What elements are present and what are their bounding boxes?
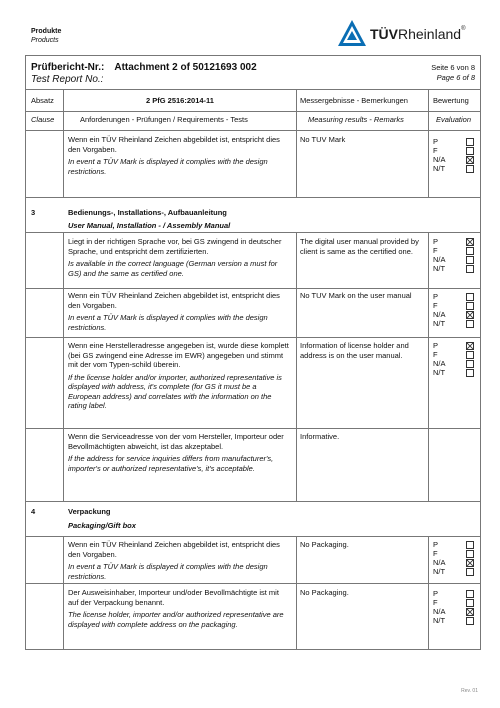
empty-box-icon: [466, 599, 474, 607]
remark-text: The digital user manual provided by client is same as the certified one.: [300, 237, 419, 256]
evaluation-option: [433, 616, 477, 625]
evaluation-header-en: Evaluation: [436, 115, 472, 124]
evaluation-checkboxes: [433, 137, 477, 173]
evaluation-option: [433, 164, 477, 173]
evaluation-option: [433, 567, 477, 576]
revision-label: Rev. 01: [461, 688, 478, 694]
evaluation-option: [433, 137, 477, 146]
requirement-text: Wenn die Serviceadresse von der vom Hersteller, Importeur oder Bevollmächtigten abweicht, ist das akzeptabel. If the address for service inquiries differs from manufacturer's, importer's or authorized representative's, it's acceptable.: [68, 432, 284, 473]
empty-box-icon: [466, 351, 474, 359]
divider: [25, 288, 481, 289]
evaluation-label: F: [433, 598, 438, 607]
evaluation-label: N/T: [433, 567, 446, 576]
checked-box-icon: [466, 559, 474, 567]
section-number: 3: [31, 208, 36, 217]
empty-box-icon: [466, 360, 474, 368]
evaluation-option: [433, 237, 477, 246]
evaluation-label: P: [433, 292, 439, 301]
page-number-block: [431, 63, 475, 83]
evaluation-label: N/T: [433, 319, 446, 328]
divider: [25, 536, 481, 537]
evaluation-label: F: [433, 549, 438, 558]
requirement-text: Wenn ein TÜV Rheinland Zeichen abgebildet ist, entspricht dies den Vorgaben. In event a TÜV Mark is displayed it complies with the design restrictions.: [68, 291, 280, 332]
divider: [25, 583, 481, 584]
evaluation-option: [433, 549, 477, 558]
evaluation-option: [433, 292, 477, 301]
evaluation-label: N/A: [433, 607, 446, 616]
remark-text: No Packaging.: [300, 588, 349, 597]
col-divider: [428, 232, 429, 501]
col-divider: [296, 232, 297, 501]
remark-text: No TUV Mark on the user manual: [300, 291, 412, 300]
remark-text: No Packaging.: [300, 540, 349, 549]
products-label: [31, 27, 61, 45]
empty-box-icon: [466, 293, 474, 301]
clause-header-de: Absatz: [31, 96, 54, 105]
remark-text: No TUV Mark: [300, 135, 346, 144]
empty-box-icon: [466, 320, 474, 328]
evaluation-option: [433, 264, 477, 273]
clause-header-en: Clause: [31, 115, 55, 124]
empty-box-icon: [466, 541, 474, 549]
divider: [25, 428, 481, 429]
checked-box-icon: [466, 342, 474, 350]
empty-box-icon: [466, 256, 474, 264]
evaluation-label: P: [433, 341, 439, 350]
col-divider: [296, 89, 297, 197]
col-divider: [63, 536, 64, 650]
evaluation-option: [433, 155, 477, 164]
checked-box-icon: [466, 608, 474, 616]
section-title-en: Packaging/Gift box: [68, 521, 136, 530]
evaluation-checkboxes: [433, 540, 477, 576]
requirement-text: Wenn ein TÜV Rheinland Zeichen abgebildet ist, entspricht dies den Vorgaben. In event a TÜV Mark is displayed it complies with the design restrictions.: [68, 540, 280, 581]
evaluation-option: [433, 540, 477, 549]
empty-box-icon: [466, 369, 474, 377]
report-number-label: Prüfbericht-Nr.:: [31, 62, 105, 73]
evaluation-option: [433, 558, 477, 567]
evaluation-option: [433, 301, 477, 310]
evaluation-option: [433, 310, 477, 319]
measuring-header-en: Measuring results - Remarks: [308, 115, 404, 124]
evaluation-label: F: [433, 301, 438, 310]
evaluation-label: N/T: [433, 264, 446, 273]
checked-box-icon: [466, 156, 474, 164]
evaluation-option: [433, 341, 477, 350]
section-number: 4: [31, 507, 36, 516]
remark-text: Informative.: [300, 432, 340, 441]
measuring-header-de: Messergebnisse - Bemerkungen: [300, 96, 408, 105]
col-divider: [428, 536, 429, 650]
logo-text: TÜVRheinland®: [370, 26, 466, 42]
products-de: Produkte: [31, 28, 62, 35]
requirement-text: Liegt in der richtigen Sprache vor, bei GS zwingend in deutscher Sprache, und entspricht dem zertifizierten. Is available in the correct language (German version a must for GS) and the same as certified one.: [68, 237, 282, 278]
divider: [25, 130, 481, 131]
remark-text: Information of license holder and address is on the user manual.: [300, 341, 409, 360]
report-number-block: [31, 62, 257, 86]
divider: [25, 89, 481, 90]
empty-box-icon: [466, 265, 474, 273]
section-title-en: User Manual, Installation - / Assembly Manual: [68, 221, 231, 230]
requirements-header: Anforderungen - Prüfungen / Requirements - Tests: [80, 115, 248, 124]
evaluation-option: [433, 598, 477, 607]
evaluation-option: [433, 246, 477, 255]
col-divider: [63, 130, 64, 197]
requirement-text: Der Ausweisinhaber, Importeur und/oder Bevollmächtigte ist mit auf der Verpackung benannt. The license holder, importer and/or authorized representative are displayed with complete address on the packaging.: [68, 588, 284, 629]
requirement-text: Wenn eine Herstelleradresse angegeben ist, wurde diese komplett (bei GS zwingend eine Adresse im EWR) angegeben und stimmt mit der vom Typen-schild überein. If the license holder and/or importer, authorized representative is displayed with address, it's complete (for GS it must be a European address) and correlates with the information on the rating label.: [68, 341, 289, 410]
evaluation-label: P: [433, 137, 439, 146]
evaluation-option: [433, 319, 477, 328]
divider: [25, 232, 481, 233]
col-divider: [296, 536, 297, 650]
page-number-de: Seite 6 von 8: [431, 63, 475, 72]
standard-header: 2 PfG 2516:2014-11: [146, 96, 214, 105]
empty-box-icon: [466, 247, 474, 255]
page-number-en: Page 6 of 8: [436, 73, 475, 82]
evaluation-label: N/T: [433, 164, 446, 173]
evaluation-option: [433, 146, 477, 155]
empty-box-icon: [466, 617, 474, 625]
empty-box-icon: [466, 550, 474, 558]
report-number-label-en: Test Report No.:: [31, 74, 104, 85]
empty-box-icon: [466, 590, 474, 598]
evaluation-checkboxes: [433, 589, 477, 625]
evaluation-option: [433, 589, 477, 598]
evaluation-option: [433, 350, 477, 359]
evaluation-option: [433, 359, 477, 368]
tuv-triangle-icon: [337, 19, 367, 47]
tuv-logo: [337, 19, 485, 49]
evaluation-label: F: [433, 246, 438, 255]
empty-box-icon: [466, 568, 474, 576]
checked-box-icon: [466, 311, 474, 319]
evaluation-label: F: [433, 146, 438, 155]
evaluation-option: [433, 607, 477, 616]
evaluation-label: F: [433, 350, 438, 359]
evaluation-label: N/T: [433, 616, 446, 625]
products-en: Products: [31, 37, 59, 44]
empty-box-icon: [466, 302, 474, 310]
evaluation-label: P: [433, 540, 439, 549]
evaluation-checkboxes: [433, 237, 477, 273]
divider: [25, 501, 481, 502]
evaluation-label: N/A: [433, 255, 446, 264]
evaluation-label: P: [433, 589, 439, 598]
evaluation-label: N/T: [433, 368, 446, 377]
checked-box-icon: [466, 238, 474, 246]
evaluation-label: N/A: [433, 359, 446, 368]
evaluation-label: N/A: [433, 155, 446, 164]
divider: [25, 111, 481, 112]
evaluation-option: [433, 368, 477, 377]
evaluation-checkboxes: [433, 292, 477, 328]
divider: [25, 337, 481, 338]
section-title-de: Bedienungs-, Installations-, Aufbauanleitung: [68, 208, 227, 217]
empty-box-icon: [466, 165, 474, 173]
evaluation-header-de: Bewertung: [433, 96, 469, 105]
section-title-de: Verpackung: [68, 507, 111, 516]
evaluation-checkboxes: [433, 341, 477, 377]
col-divider: [428, 89, 429, 197]
col-divider: [63, 232, 64, 501]
divider: [25, 197, 481, 198]
empty-box-icon: [466, 147, 474, 155]
empty-box-icon: [466, 138, 474, 146]
requirement-text: Wenn ein TÜV Rheinland Zeichen abgebildet ist, entspricht dies den Vorgaben. In event a TÜV Mark is displayed it complies with the design restrictions.: [68, 135, 280, 176]
evaluation-label: P: [433, 237, 439, 246]
evaluation-option: [433, 255, 477, 264]
report-number-value: Attachment 2 of 50121693 002: [114, 62, 257, 73]
evaluation-label: N/A: [433, 310, 446, 319]
evaluation-label: N/A: [433, 558, 446, 567]
col-divider: [63, 89, 64, 130]
